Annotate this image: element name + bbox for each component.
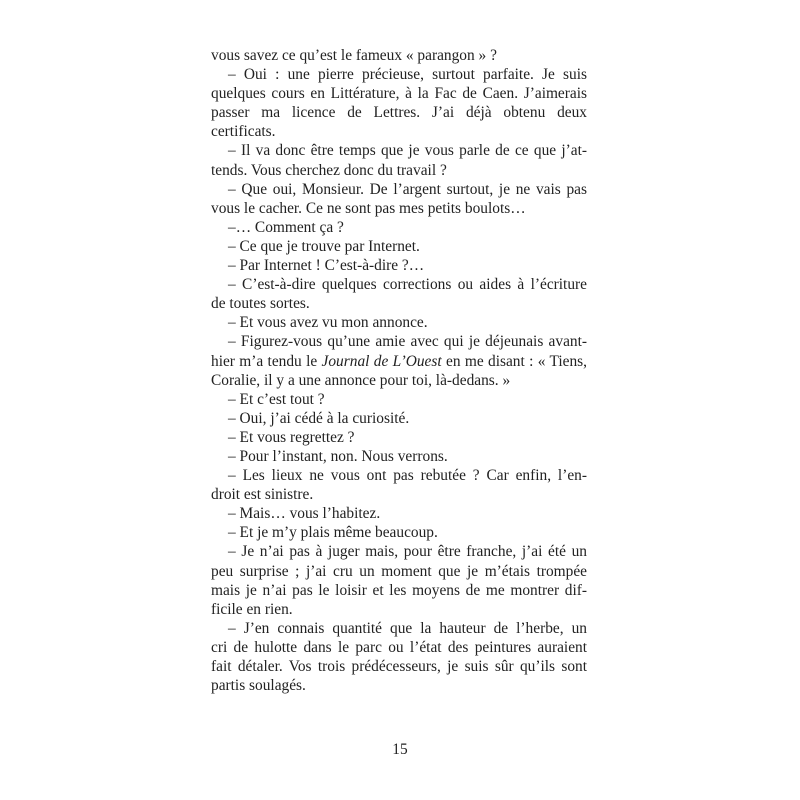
text-line: mais je n’ai pas le loisir et les moyens de me montrer dif- bbox=[211, 581, 587, 599]
text-line: – C’est-à-dire quelques corrections ou aides à l’écriture bbox=[228, 276, 587, 294]
text-line: quelques cours en Littérature, à la Fac de Caen. J’aimerais bbox=[211, 85, 587, 103]
text-line: droit est sinistre. bbox=[211, 486, 314, 504]
text-line: passer ma licence de Lettres. J’ai déjà obtenu deux bbox=[211, 104, 587, 122]
text-segment: hier m’a tendu le bbox=[211, 352, 322, 370]
text-line: – Que oui, Monsieur. De l’argent surtout, je ne vais pas bbox=[228, 180, 587, 198]
text-line: –… Comment ça ? bbox=[228, 218, 344, 236]
text-line: – Ce que je trouve par Internet. bbox=[228, 237, 420, 255]
text-line: – Il va donc être temps que je vous parle de ce que j’at- bbox=[228, 142, 587, 160]
text-line: ficile en rien. bbox=[211, 600, 293, 618]
text-line: de toutes sortes. bbox=[211, 295, 310, 313]
text-segment: en me disant : « Tiens, bbox=[441, 352, 588, 370]
text-line: cri de hulotte dans le parc ou l’état des peintures auraient bbox=[211, 638, 587, 656]
text-line: certificats. bbox=[211, 123, 276, 141]
newspaper-title: Journal de L’Ouest bbox=[321, 352, 442, 370]
text-line: – J’en connais quantité que la hauteur de l’herbe, un bbox=[228, 619, 587, 637]
text-line: vous savez ce qu’est le fameux « parangon » ? bbox=[211, 47, 497, 64]
text-line: tends. Vous cherchez donc du travail ? bbox=[211, 161, 447, 179]
text-line bbox=[211, 352, 587, 371]
text-line: vous le cacher. Ce ne sont pas mes petits boulots… bbox=[211, 199, 526, 217]
text-line: – Je n’ai pas à juger mais, pour être franche, j’ai été un bbox=[228, 543, 587, 561]
text-line: – Figurez-vous qu’une amie avec qui je déjeunais avant- bbox=[228, 333, 587, 351]
text-line: – Oui : une pierre précieuse, surtout parfaite. Je suis bbox=[228, 66, 587, 84]
text-line: peu surprise ; j’ai cru un moment que je m’étais trompée bbox=[211, 562, 587, 580]
text-line: – Et je m’y plais même beaucoup. bbox=[228, 524, 438, 542]
text-line: – Les lieux ne vous ont pas rebutée ? Car enfin, l’en- bbox=[228, 467, 587, 485]
text-line: – Et vous avez vu mon annonce. bbox=[228, 314, 428, 332]
text-line: – Par Internet ! C’est-à-dire ?… bbox=[228, 257, 425, 275]
text-line: – Et vous regrettez ? bbox=[228, 428, 355, 446]
text-line: fait détaler. Vos trois prédécesseurs, je suis sûr qu’ils sont bbox=[211, 658, 587, 675]
text-line: – Pour l’instant, non. Nous verrons. bbox=[228, 447, 448, 465]
text-line: – Oui, j’ai cédé à la curiosité. bbox=[228, 409, 410, 427]
body-text bbox=[211, 46, 587, 695]
text-line: – Et c’est tout ? bbox=[228, 390, 325, 408]
text-line: – Mais… vous l’habitez. bbox=[228, 505, 381, 523]
page-number: 15 bbox=[392, 741, 408, 758]
text-line: Coralie, il y a une annonce pour toi, là-dedans. » bbox=[211, 371, 511, 389]
text-line: partis soulagés. bbox=[211, 677, 306, 695]
